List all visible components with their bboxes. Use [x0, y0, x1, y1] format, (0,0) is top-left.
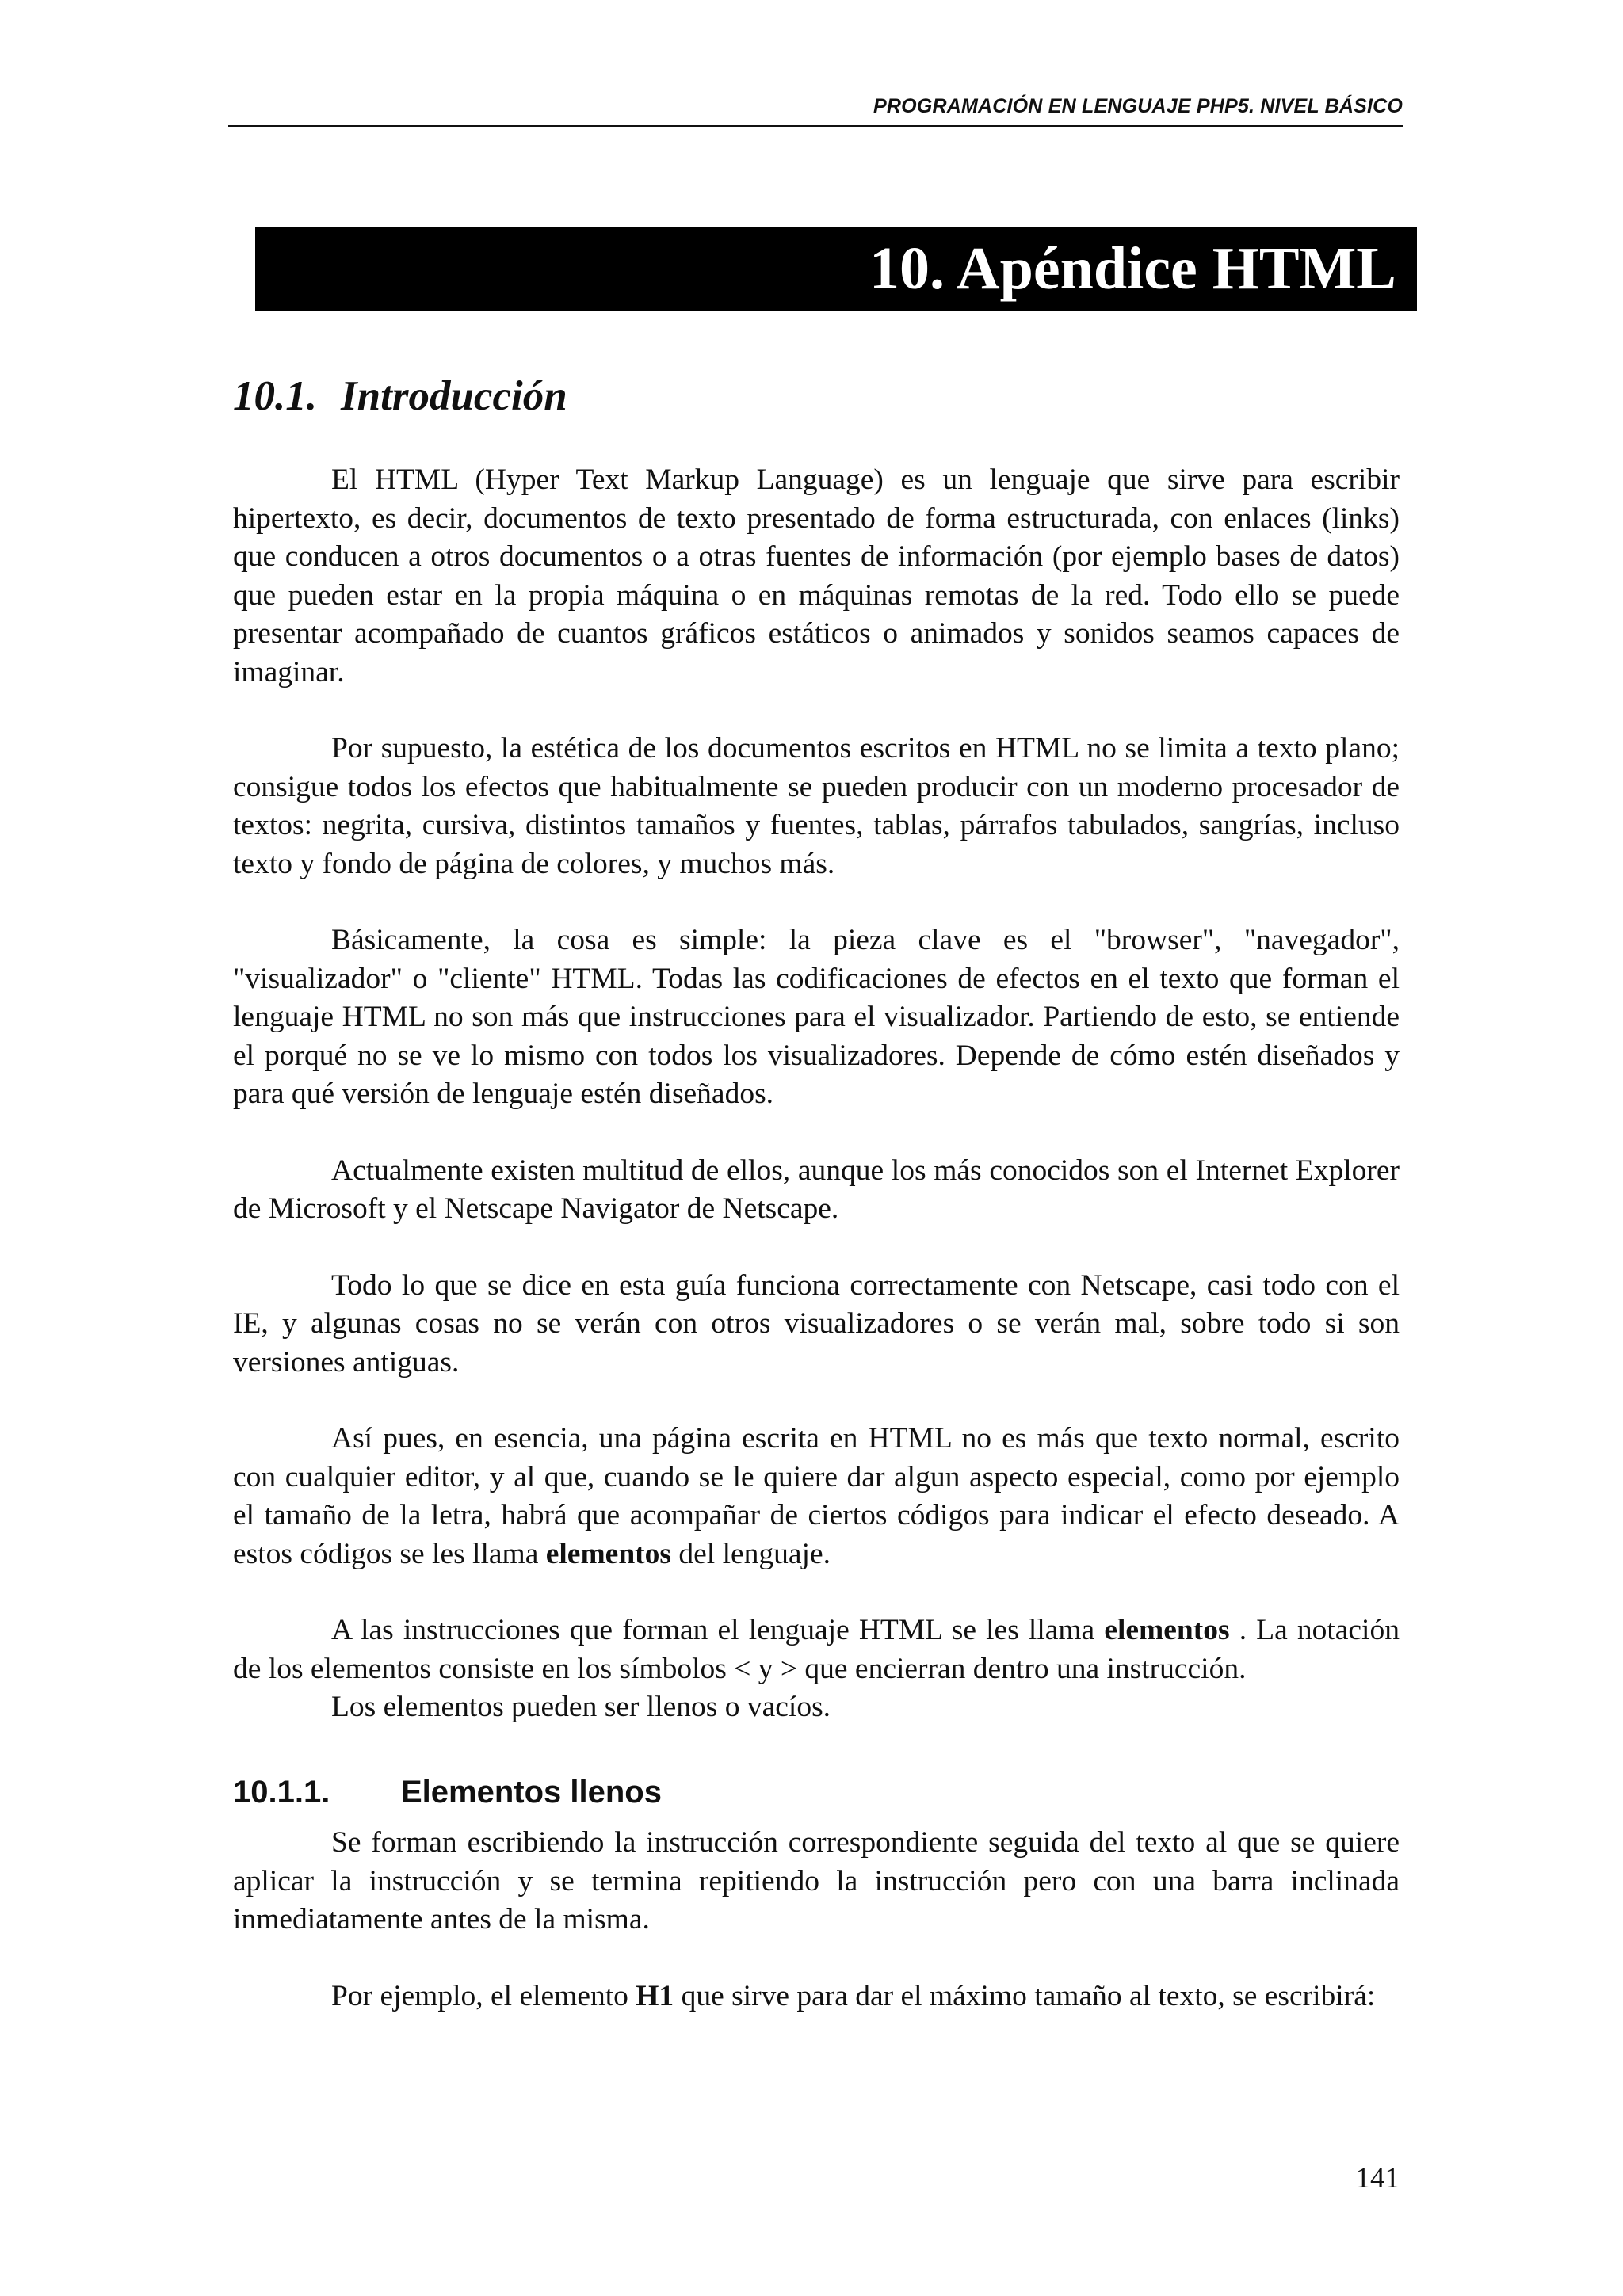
paragraph	[233, 1420, 1400, 1573]
section-title: Introducción	[341, 373, 567, 419]
page-number: 141	[1355, 2162, 1400, 2195]
section-body	[233, 461, 1400, 1727]
subsection-number: 10.1.1.	[233, 1775, 330, 1810]
paragraph: Se forman escribiendo la instrucción correspondiente seguida del texto al que se quiere aplicar la instrucción y se termina repitiendo la instrucción pero con una barra inclinada inmediatamente antes de la misma.	[233, 1826, 1400, 1936]
subsection-heading	[233, 1775, 662, 1810]
text-run: A las instrucciones que forman el lenguaje HTML se les llama	[331, 1614, 1105, 1646]
text-run: Así pues, en esencia, una página escrita en HTML no es más que texto normal, escrito con cualquier editor, y al que, cuando se le quiere dar algun aspecto especial, como por ejemplo el tamaño de la letra, habrá que acompañar de ciertos códigos para indicar el efecto deseado. A estos códigos se les llama	[233, 1422, 1400, 1570]
paragraph: El HTML (Hyper Text Markup Language) es un lenguaje que sirve para escribir hipertexto, es decir, documentos de texto presentado de forma estructurada, con enlaces (links) que conducen a otros documentos o a otras fuentes de información (por ejemplo bases de datos) que pueden estar en la propia máquina o en máquinas remotas de la red. Todo ello se puede presentar acompañado de cuantos gráficos estáticos o animados y sonidos seamos capaces de imaginar.	[233, 463, 1400, 688]
paragraph: Básicamente, la cosa es simple: la pieza clave es el "browser", "navegador", "visualizador" o "cliente" HTML. Todas las codificaciones de efectos en el texto que forman el lenguaje HTML no son más que instrucciones para el visualizador. Partiendo de esto, se entiende el porqué no se ve lo mismo con todos los visualizadores. Depende de cómo estén diseñados y para qué versión de lenguaje estén diseñados.	[233, 924, 1400, 1110]
paragraph: Los elementos pueden ser llenos o vacíos.	[331, 1691, 831, 1723]
running-header: PROGRAMACIÓN EN LENGUAJE PHP5. NIVEL BÁSICO	[873, 95, 1403, 117]
text-run: Por ejemplo, el elemento	[331, 1979, 636, 2012]
paragraph: Por supuesto, la estética de los documentos escritos en HTML no se limita a texto plano; consigue todos los efectos que habitualmente se pueden producir con un moderno procesador de textos: negrita, cursiva, distintos tamaños y fuentes, tablas, párrafos tabulados, sangrías, incluso texto y fondo de página de colores, y muchos más.	[233, 732, 1400, 880]
paragraph: Todo lo que se dice en esta guía funciona correctamente con Netscape, casi todo con el IE, y algunas cosas no se verán con otros visualizadores o se verán mal, sobre todo si son versiones antiguas.	[233, 1268, 1400, 1379]
chapter-title: 10. Apéndice HTML	[869, 235, 1396, 302]
bold-term: H1	[636, 1979, 674, 2012]
subsection-body	[233, 1824, 1400, 2016]
text-run: que sirve para dar el máximo tamaño al texto, se escribirá:	[674, 1979, 1376, 2012]
text-run: del lenguaje.	[671, 1537, 831, 1570]
bold-term: elementos	[545, 1537, 672, 1570]
text-run: . La notación de los elementos consiste en los símbolos < y > que encierran dentro una instrucción.	[233, 1614, 1400, 1685]
header-rule	[228, 125, 1403, 127]
section-number: 10.1.	[233, 373, 317, 419]
bold-term: elementos	[1104, 1614, 1230, 1646]
paragraph	[233, 1978, 1400, 2016]
subsection-title: Elementos llenos	[401, 1775, 662, 1810]
paragraph	[233, 1611, 1400, 1688]
chapter-banner	[255, 227, 1417, 311]
paragraph: Actualmente existen multitud de ellos, aunque los más conocidos son el Internet Explorer de Microsoft y el Netscape Navigator de Netscape.	[233, 1154, 1400, 1225]
section-heading	[233, 372, 567, 420]
